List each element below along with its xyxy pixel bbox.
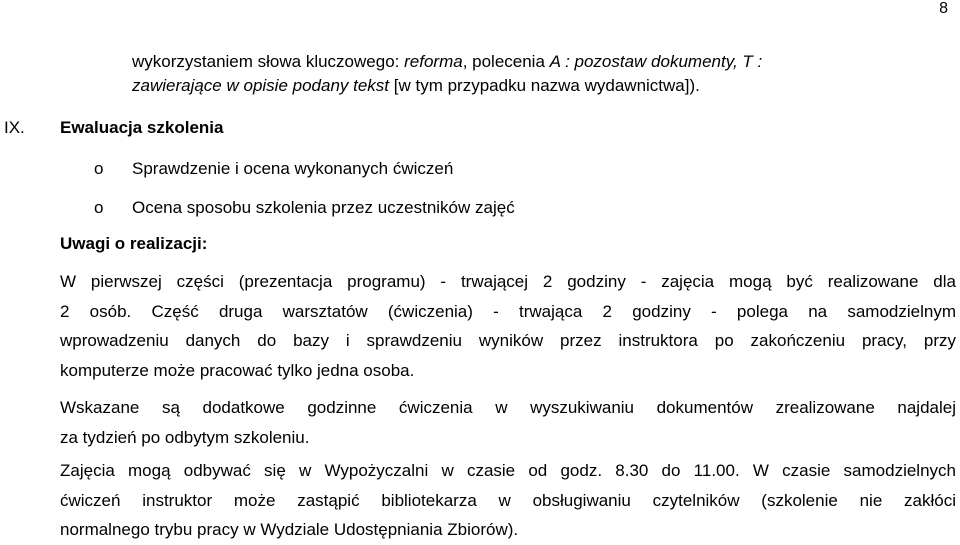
list-item-text: Sprawdzenie i ocena wykonanych ćwiczeń bbox=[132, 159, 454, 178]
list-item bbox=[94, 157, 453, 181]
section-title: Ewaluacja szkolenia bbox=[60, 118, 224, 137]
paragraph-line: za tydzień po odbytym szkoleniu. bbox=[60, 427, 310, 447]
cont-line2: zawierające w opisie podany tekst [w tym przypadku nazwa wydawnictwa]). bbox=[132, 76, 700, 95]
paragraph-line: wprowadzeniu danych do bazy i sprawdzeniu wyników przez instruktora po zakończeniu pracy, przy bbox=[60, 331, 956, 350]
page-number: 8 bbox=[939, 0, 948, 17]
list-item bbox=[94, 196, 515, 220]
paragraph-line: W pierwszej części (prezentacja programu) - trwającej 2 godziny - zajęcia mogą być realizowane dla bbox=[60, 272, 956, 291]
list-item-text: Ocena sposobu szkolenia przez uczestników zajęć bbox=[132, 198, 515, 217]
bullet-marker: o bbox=[94, 198, 104, 217]
paragraph-line: normalnego trybu pracy w Wydziale Udostępniania Zbiorów). bbox=[60, 520, 519, 539]
paragraph-3 bbox=[60, 456, 956, 545]
paragraph-line: komputerze może pracować tylko jedna osoba. bbox=[60, 360, 415, 380]
paragraph-line: ćwiczeń instruktor może zastąpić bibliotekarza w obsługiwaniu czytelników (szkolenie nie zakłóci bbox=[60, 490, 956, 510]
remarks-heading: Uwagi o realizacji: bbox=[60, 234, 208, 253]
paragraph-line: 2 osób. Część druga warsztatów (ćwiczenia) - trwająca 2 godziny - polega na samodzielnym bbox=[60, 301, 956, 321]
bullet-marker: o bbox=[94, 159, 104, 178]
section-heading bbox=[4, 116, 223, 140]
cont-line1: wykorzystaniem słowa kluczowego: reforma, polecenia A : pozostaw dokumenty, T : bbox=[132, 52, 763, 71]
paragraph-2 bbox=[60, 393, 956, 452]
paragraph-line: Wskazane są dodatkowe godzinne ćwiczenia w wyszukiwaniu dokumentów zrealizowane najdalej bbox=[60, 398, 956, 417]
continuation-text bbox=[132, 50, 938, 98]
paragraph-line: Zajęcia mogą odbywać się w Wypożyczalni w czasie od godz. 8.30 do 11.00. W czasie samodzielnych bbox=[60, 461, 956, 480]
paragraph-1 bbox=[60, 267, 956, 385]
section-number: IX. bbox=[4, 118, 25, 137]
